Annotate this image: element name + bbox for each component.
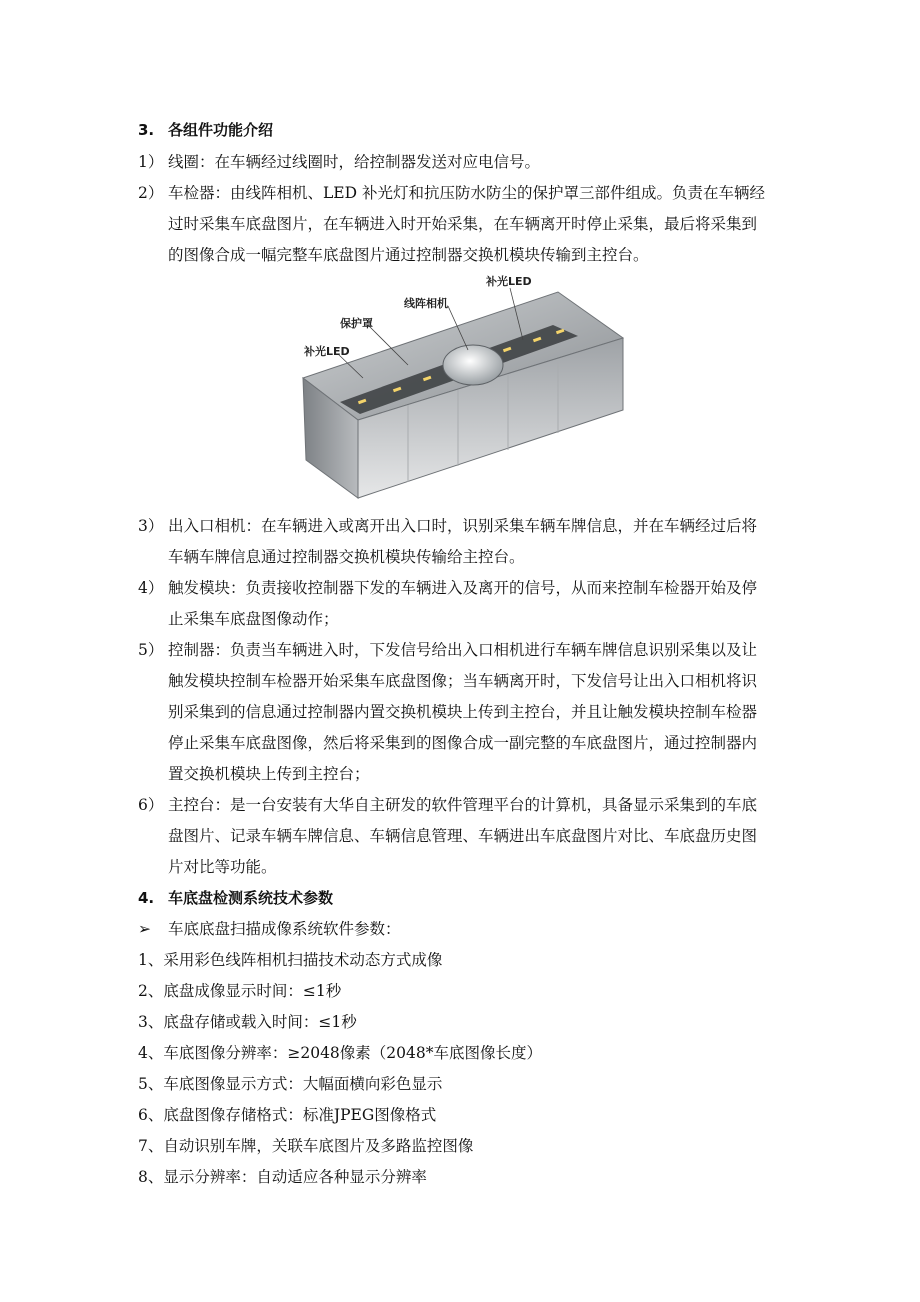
item-number: 1）: [138, 153, 164, 171]
param-item: 1、采用彩色线阵相机扫描技术动态方式成像: [138, 951, 443, 969]
item-text: 的图像合成一幅完整车底盘图片通过控制器交换机模块传输到主控台。: [168, 246, 649, 264]
camera-dome: [443, 345, 503, 385]
subheading-text: 车底底盘扫描成像系统软件参数：: [168, 920, 401, 938]
section-4-number: 4.: [138, 889, 155, 907]
item-text: 车检器：由线阵相机、LED 补光灯和抗压防水防尘的保护罩三部件组成。负责在车辆经: [168, 184, 765, 202]
section-3-title: 各组件功能介绍: [168, 121, 274, 139]
param-item: 4、车底图像分辨率：≥2048像素（2048*车底图像长度）: [138, 1044, 542, 1062]
label-led-top: 补光LED: [486, 275, 532, 288]
item-text: 盘图片、记录车辆车牌信息、车辆信息管理、车辆进出车底盘图片对比、车底盘历史图: [168, 827, 758, 845]
item-text: 主控台：是一台安装有大华自主研发的软件管理平台的计算机，具备显示采集到的车底: [168, 796, 758, 814]
param-item: 7、自动识别车牌，关联车底图片及多路监控图像: [138, 1137, 474, 1155]
item-number: 3）: [138, 517, 164, 535]
item-number: 6）: [138, 796, 164, 814]
label-camera: 线阵相机: [404, 297, 448, 310]
item-number: 4）: [138, 579, 164, 597]
item-text: 线圈：在车辆经过线圈时，给控制器发送对应电信号。: [168, 153, 541, 171]
item-number: 2）: [138, 184, 164, 202]
item-text: 触发模块：负责接收控制器下发的车辆进入及离开的信号，从而来控制车检器开始及停: [168, 579, 758, 597]
param-item: 5、车底图像显示方式：大幅面横向彩色显示: [138, 1075, 443, 1093]
item-text: 停止采集车底盘图像，然后将采集到的图像合成一副完整的车底盘图片，通过控制器内: [168, 734, 758, 752]
param-item: 2、底盘成像显示时间：≤1秒: [138, 982, 342, 1000]
vehicle-detector-figure: [298, 270, 628, 500]
item-text: 置交换机模块上传到主控台；: [168, 765, 370, 783]
item-text: 车辆车牌信息通过控制器交换机模块传输给主控台。: [168, 548, 525, 566]
item-text: 出入口相机：在车辆进入或离开出入口时，识别采集车辆车牌信息，并在车辆经过后将: [168, 517, 758, 535]
section-4-title: 车底盘检测系统技术参数: [168, 889, 334, 907]
item-text: 过时采集车底盘图片，在车辆进入时开始采集，在车辆离开时停止采集，最后将采集到: [168, 215, 758, 233]
item-text: 片对比等功能。: [168, 858, 277, 876]
item-number: 5）: [138, 641, 164, 659]
arrow-bullet-icon: ➢: [138, 920, 151, 938]
param-item: 8、显示分辨率：自动适应各种显示分辨率: [138, 1168, 427, 1186]
param-item: 6、底盘图像存储格式：标准JPEG图像格式: [138, 1106, 437, 1124]
item-text: 控制器：负责当车辆进入时，下发信号给出入口相机进行车辆车牌信息识别采集以及让: [168, 641, 758, 659]
param-item: 3、底盘存储或载入时间：≤1秒: [138, 1013, 357, 1031]
item-text: 别采集到的信息通过控制器内置交换机模块上传到主控台，并且让触发模块控制车检器: [168, 703, 758, 721]
section-3-number: 3.: [138, 121, 155, 139]
label-cover: 保护罩: [340, 317, 373, 330]
item-text: 触发模块控制车检器开始采集车底盘图像；当车辆离开时，下发信号让出入口相机将识: [168, 672, 758, 690]
label-led-left: 补光LED: [304, 345, 350, 358]
item-text: 止采集车底盘图像动作；: [168, 610, 339, 628]
